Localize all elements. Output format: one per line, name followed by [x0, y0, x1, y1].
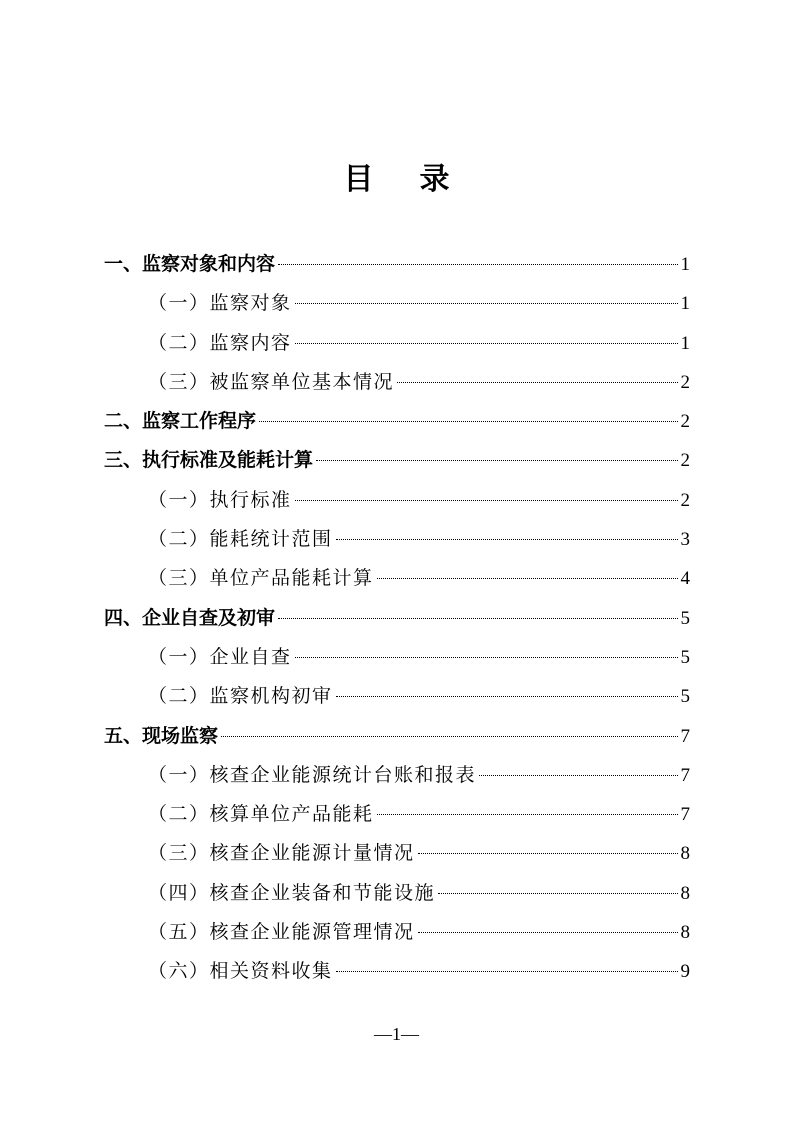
- toc-entry-page-number: 2: [680, 489, 690, 511]
- toc-entry-label: （一）执行标准: [148, 488, 292, 511]
- toc-dot-leader: [295, 343, 678, 344]
- toc-entry[interactable]: [104, 402, 690, 441]
- toc-entry-page-number: 8: [680, 882, 690, 904]
- toc-dot-leader: [397, 382, 677, 383]
- toc-entry-page-number: 7: [680, 764, 690, 786]
- toc-entry-label: （一）监察对象: [148, 292, 292, 315]
- toc-dot-leader: [221, 736, 677, 737]
- toc-dot-leader: [295, 657, 678, 658]
- toc-dot-leader: [418, 932, 678, 933]
- toc-entry-label: （三）单位产品能耗计算: [148, 567, 374, 590]
- toc-dot-leader: [259, 421, 677, 422]
- toc-entry-page-number: 3: [680, 529, 690, 551]
- toc-entry-page-number: 1: [680, 293, 690, 315]
- toc-entry-page-number: 1: [680, 332, 690, 354]
- toc-entry-page-number: 4: [680, 568, 690, 590]
- toc-entry-label: （二）监察内容: [148, 331, 292, 354]
- toc-entry-page-number: 9: [680, 961, 690, 983]
- toc-entry[interactable]: [104, 677, 690, 716]
- toc-dot-leader: [336, 971, 678, 972]
- toc-entry-label: 五、现场监察: [104, 724, 219, 747]
- toc-entry[interactable]: [104, 638, 690, 677]
- toc-entry[interactable]: [104, 441, 690, 480]
- toc-entry-label: 一、监察对象和内容: [104, 253, 276, 275]
- toc-entry[interactable]: [104, 363, 690, 402]
- toc-entry[interactable]: [104, 952, 690, 991]
- toc-dot-leader: [377, 814, 678, 815]
- toc-entry[interactable]: [104, 481, 690, 520]
- toc-entry-label: （五）核查企业能源管理情况: [148, 921, 415, 944]
- toc-entry[interactable]: [104, 834, 690, 873]
- toc-entry-label: （二）监察机构初审: [148, 685, 333, 708]
- toc-entry-page-number: 7: [680, 804, 690, 826]
- toc-dot-leader: [278, 264, 677, 265]
- toc-dot-leader: [295, 500, 678, 501]
- table-of-contents: [104, 245, 690, 992]
- toc-entry-page-number: 5: [680, 646, 690, 668]
- toc-entry-label: （四）核查企业装备和节能设施: [148, 881, 436, 904]
- toc-entry[interactable]: [104, 284, 690, 323]
- toc-entry-page-number: 2: [680, 450, 690, 472]
- toc-entry-page-number: 8: [680, 843, 690, 865]
- toc-entry-label: （二）核算单位产品能耗: [148, 803, 374, 826]
- toc-dot-leader: [278, 618, 677, 619]
- toc-entry-label: （六）相关资料收集: [148, 960, 333, 983]
- toc-entry-label: （二）能耗统计范围: [148, 528, 333, 551]
- toc-entry-page-number: 5: [680, 607, 690, 629]
- toc-entry[interactable]: [104, 756, 690, 795]
- toc-entry-label: 三、执行标准及能耗计算: [104, 449, 314, 472]
- toc-entry-label: 四、企业自查及初审: [104, 606, 276, 629]
- toc-entry-page-number: 5: [680, 686, 690, 708]
- page-title: 目录: [343, 162, 496, 197]
- toc-entry-page-number: 8: [680, 922, 690, 944]
- toc-entry-page-number: 7: [680, 725, 690, 747]
- toc-entry[interactable]: [104, 874, 690, 913]
- toc-entry-label: （一）企业自查: [148, 645, 292, 668]
- toc-entry-label: （一）核查企业能源统计台账和报表: [148, 763, 477, 786]
- toc-entry-page-number: 2: [680, 371, 690, 393]
- toc-dot-leader: [316, 460, 677, 461]
- page-number-footer: —1—: [374, 1024, 419, 1044]
- toc-entry[interactable]: [104, 913, 690, 952]
- toc-entry[interactable]: [104, 245, 690, 284]
- toc-dot-leader: [377, 578, 678, 579]
- toc-entry[interactable]: [104, 717, 690, 756]
- toc-entry-page-number: 1: [680, 254, 690, 275]
- toc-dot-leader: [336, 696, 678, 697]
- toc-dot-leader: [438, 893, 677, 894]
- toc-dot-leader: [418, 853, 678, 854]
- toc-entry[interactable]: [104, 599, 690, 638]
- toc-dot-leader: [479, 775, 677, 776]
- toc-entry-page-number: 2: [680, 411, 690, 433]
- toc-entry[interactable]: [104, 795, 690, 834]
- toc-entry[interactable]: [104, 559, 690, 598]
- toc-entry[interactable]: [104, 520, 690, 559]
- toc-entry-label: 二、监察工作程序: [104, 410, 257, 433]
- toc-entry[interactable]: [104, 324, 690, 363]
- toc-dot-leader: [295, 303, 678, 304]
- toc-entry-label: （三）核查企业能源计量情况: [148, 842, 415, 865]
- toc-entry-label: （三）被监察单位基本情况: [148, 370, 395, 393]
- toc-dot-leader: [336, 539, 678, 540]
